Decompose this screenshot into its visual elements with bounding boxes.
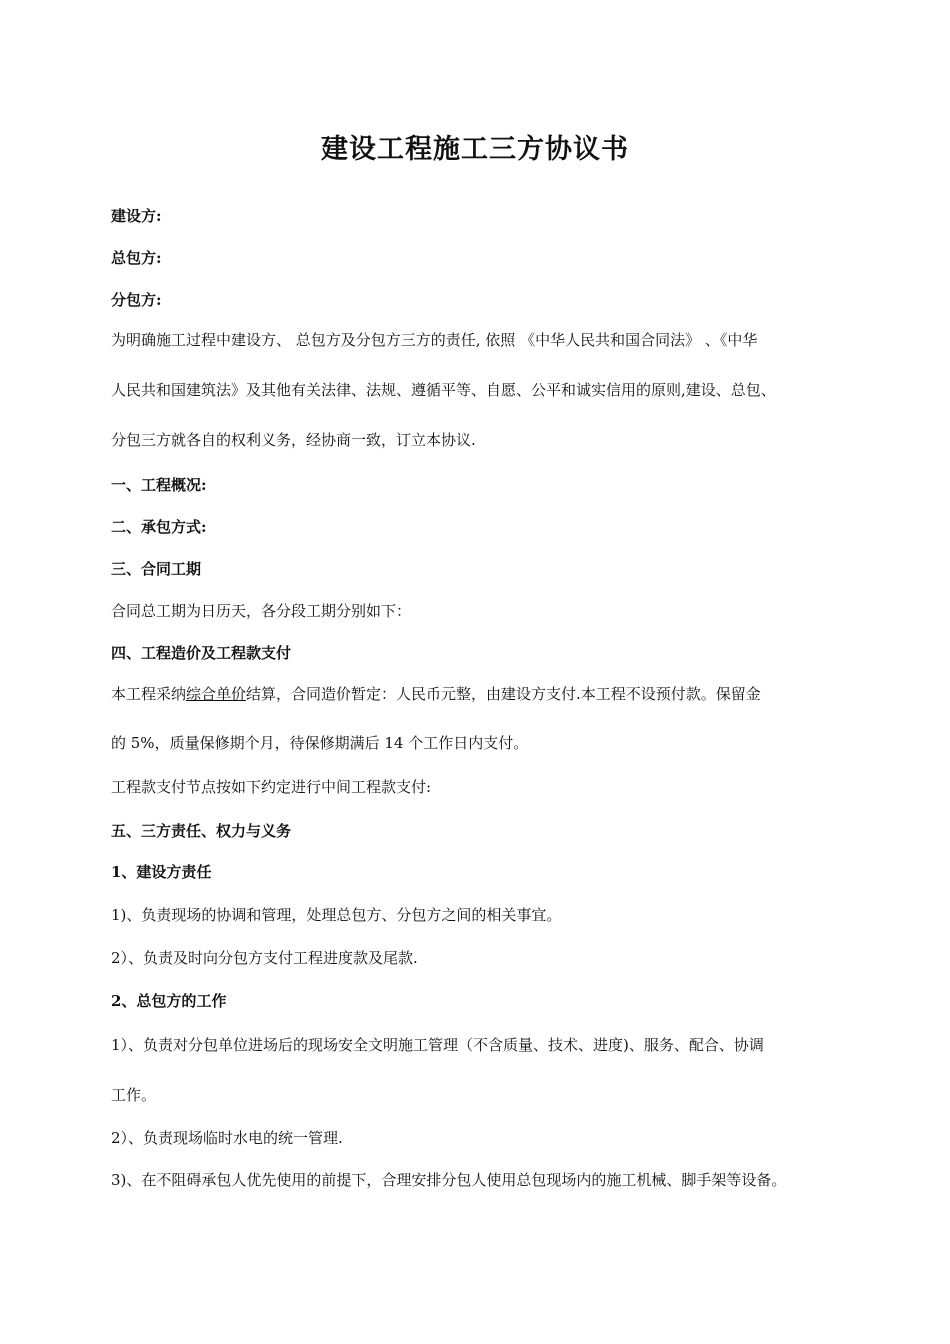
party-owner-label: 建设方:	[111, 207, 162, 225]
payment-text-line: 工程款支付节点按如下约定进行中间工程款支付:	[111, 778, 432, 796]
subsection-heading-owner: 1、建设方责任	[111, 863, 212, 881]
party-subcontractor-label: 分包方:	[111, 291, 162, 309]
document-title: 建设工程施工三方协议书	[321, 134, 629, 165]
unit-price-underlined-term: 综合单价	[186, 685, 247, 703]
list-item: 1)、负责现场的协调和管理，处理总包方、分包方之间的相关事宜。	[111, 906, 562, 924]
section-heading-project-overview: 一、工程概况:	[111, 476, 207, 494]
section-heading-responsibilities: 五、三方责任、权力与义务	[111, 822, 292, 840]
preamble-line: 为明确施工过程中建设方、 总包方及分包方三方的责任, 依照 《中华人民共和国合同法》 、《中华	[111, 331, 758, 349]
party-general-contractor-label: 总包方:	[111, 249, 162, 267]
list-item: 1）、负责对分包单位进场后的现场安全文明施工管理（不含质量、技术、进度)、服务、配合、协调	[111, 1036, 764, 1054]
list-item: 3)、在不阻碍承包人优先使用的前提下，合理安排分包人使用总包现场内的施工机械、脚手架等设备。	[111, 1171, 787, 1189]
subsection-heading-general-contractor: 2、总包方的工作	[111, 992, 227, 1010]
preamble-line: 人民共和国建筑法》及其他有关法律、法规、遵循平等、自愿、公平和诚实信用的原则,建设、总包、	[111, 381, 776, 399]
section-heading-contract-method: 二、承包方式:	[111, 518, 207, 536]
section-heading-price-payment: 四、工程造价及工程款支付	[111, 644, 292, 662]
payment-text-post: 结算，合同造价暂定：人民币元整，由建设方支付.本工程不设预付款。保留金	[246, 685, 761, 703]
list-item: 工作。	[111, 1086, 157, 1104]
payment-text-line	[111, 683, 871, 705]
payment-text-line: 的 5%，质量保修期个月，待保修期满后 14 个工作日内支付。	[111, 734, 529, 752]
section-heading-contract-period: 三、合同工期	[111, 560, 202, 578]
payment-text-pre: 本工程采纳	[111, 685, 187, 703]
contract-period-text: 合同总工期为日历天，各分段工期分别如下：	[111, 602, 412, 620]
list-item: 2）、负责现场临时水电的统一管理.	[111, 1129, 343, 1147]
list-item: 2）、负责及时向分包方支付工程进度款及尾款.	[111, 949, 418, 967]
preamble-line: 分包三方就各自的权利义务，经协商一致，订立本协议.	[111, 431, 476, 449]
